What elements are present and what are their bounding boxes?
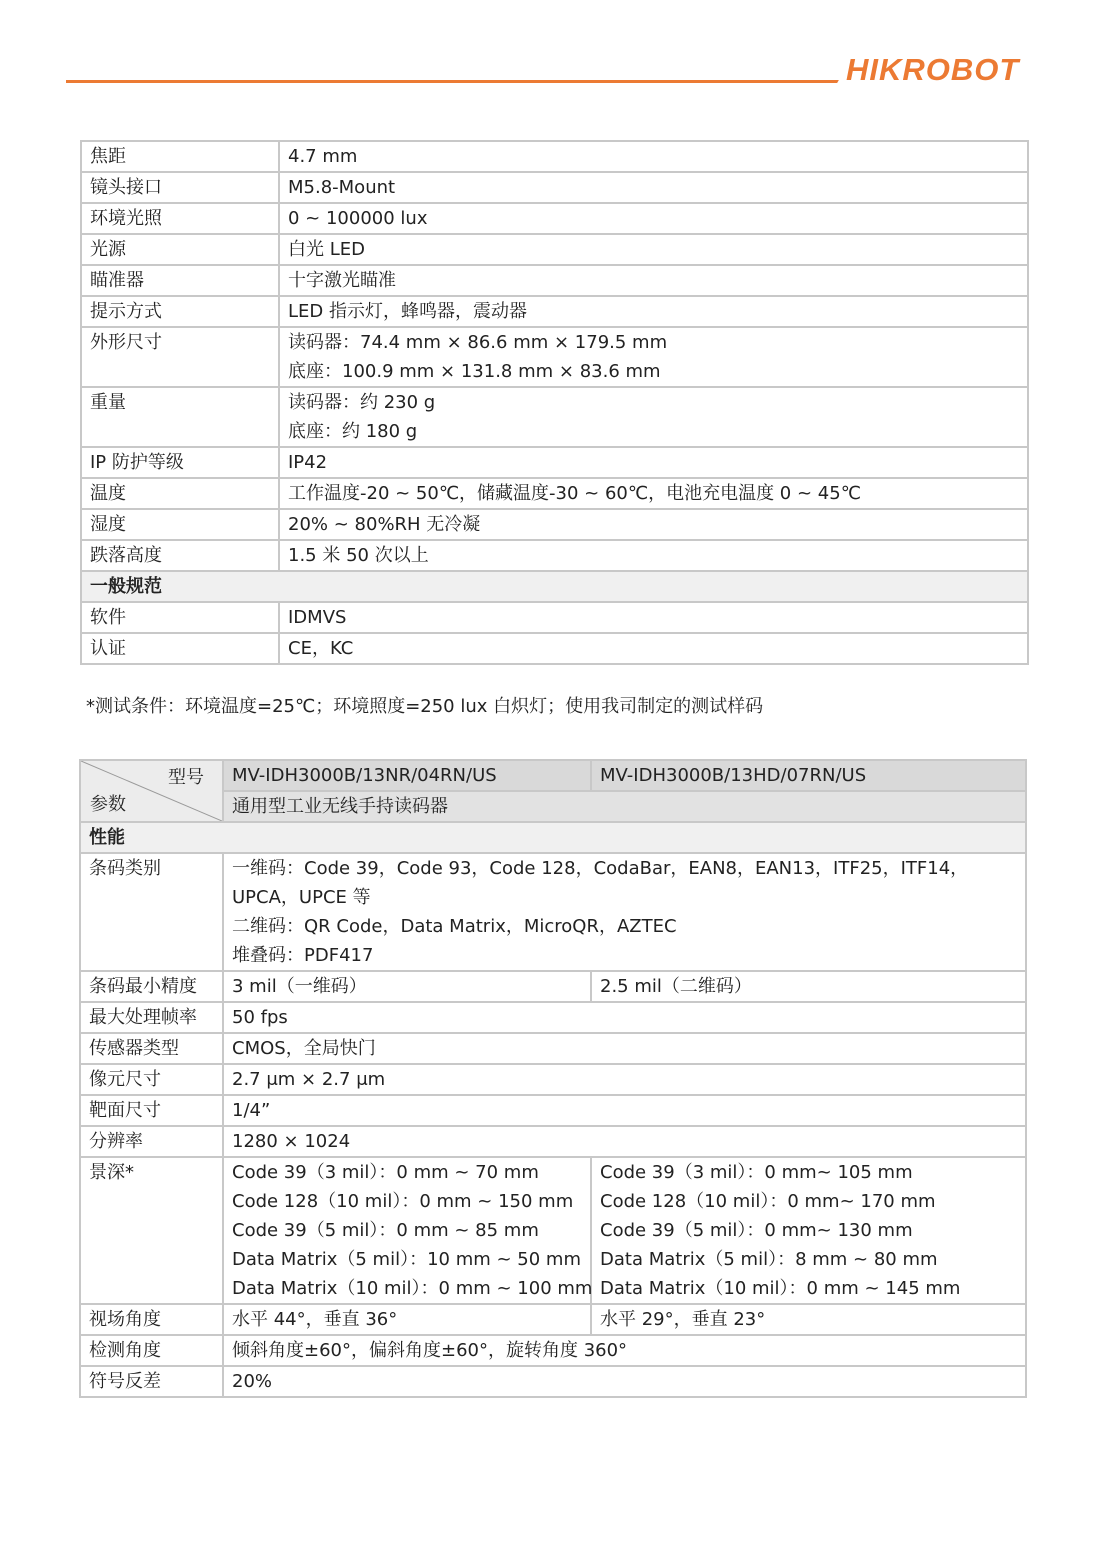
table-row (80, 1033, 1026, 1064)
row-value: 倾斜角度±60°，偏斜角度±60°，旋转角度 360° (223, 1335, 1026, 1366)
header-rule (66, 80, 828, 83)
spec-table-performance (79, 759, 1027, 1398)
row-value: 1.5 米 50 次以上 (279, 540, 1028, 571)
row-value: 20% (223, 1366, 1026, 1397)
section-row (81, 571, 1028, 602)
spec-table-general (80, 140, 1029, 665)
table-row (80, 1095, 1026, 1126)
table-row (81, 141, 1028, 172)
row-value: CE，KC (279, 633, 1028, 664)
row-label: 光源 (81, 234, 279, 265)
table-row (81, 633, 1028, 664)
row-value: M5.8-Mount (279, 172, 1028, 203)
corner-header-cell (80, 760, 223, 822)
table-row (81, 327, 1028, 387)
section-heading: 性能 (80, 822, 1026, 853)
row-value-b: 2.5 mil（二维码） (591, 971, 1026, 1002)
row-value: IP42 (279, 447, 1028, 478)
section-row (80, 822, 1026, 853)
row-label: 条码类别 (80, 853, 223, 971)
row-value: 读码器：约 230 g 底座：约 180 g (279, 387, 1028, 447)
row-label: 镜头接口 (81, 172, 279, 203)
row-label: 湿度 (81, 509, 279, 540)
row-label: 重量 (81, 387, 279, 447)
row-value: 1280 × 1024 (223, 1126, 1026, 1157)
row-label: 外形尺寸 (81, 327, 279, 387)
test-condition-note: *测试条件：环境温度=25℃；环境照度=250 lux 白炽灯；使用我司制定的测试样码 (86, 696, 764, 717)
table-row (81, 172, 1028, 203)
table-row (81, 478, 1028, 509)
row-value: 读码器：74.4 mm × 86.6 mm × 179.5 mm 底座：100.9 mm × 131.8 mm × 83.6 mm (279, 327, 1028, 387)
row-label: IP 防护等级 (81, 447, 279, 478)
row-value: 1/4” (223, 1095, 1026, 1126)
header-rule-slant (825, 80, 839, 83)
row-label: 焦距 (81, 141, 279, 172)
row-label: 环境光照 (81, 203, 279, 234)
table-row (81, 602, 1028, 633)
row-value: 0 ~ 100000 lux (279, 203, 1028, 234)
model-header-row (80, 760, 1026, 791)
row-label: 跌落高度 (81, 540, 279, 571)
table-row (80, 1304, 1026, 1335)
product-description: 通用型工业无线手持读码器 (223, 791, 1026, 822)
row-label: 软件 (81, 602, 279, 633)
row-label: 像元尺寸 (80, 1064, 223, 1095)
row-label: 温度 (81, 478, 279, 509)
row-value: 20% ~ 80%RH 无冷凝 (279, 509, 1028, 540)
row-value: 一维码：Code 39，Code 93，Code 128，CodaBar，EAN8，EAN13，ITF25，ITF14，UPCA，UPCE 等 二维码：QR Code，Data Matrix，MicroQR，AZTEC 堆叠码：PDF417 (223, 853, 1026, 971)
row-label: 条码最小精度 (80, 971, 223, 1002)
row-value: 工作温度-20 ~ 50℃，储藏温度-30 ~ 60℃，电池充电温度 0 ~ 45℃ (279, 478, 1028, 509)
table-row (80, 1335, 1026, 1366)
row-value: 十字激光瞄准 (279, 265, 1028, 296)
row-value-a: 3 mil（一维码） (223, 971, 591, 1002)
table-row (81, 509, 1028, 540)
row-label: 景深* (80, 1157, 223, 1304)
row-label: 传感器类型 (80, 1033, 223, 1064)
row-label: 检测角度 (80, 1335, 223, 1366)
table-row (81, 387, 1028, 447)
row-value: 4.7 mm (279, 141, 1028, 172)
row-label: 分辨率 (80, 1126, 223, 1157)
model-name-a: MV-IDH3000B/13NR/04RN/US (223, 760, 591, 791)
row-value-b: 水平 29°，垂直 23° (591, 1304, 1026, 1335)
row-label: 最大处理帧率 (80, 1002, 223, 1033)
row-label: 提示方式 (81, 296, 279, 327)
table-row (81, 203, 1028, 234)
table-row (80, 1002, 1026, 1033)
row-value: LED 指示灯，蜂鸣器，震动器 (279, 296, 1028, 327)
table-row (80, 1126, 1026, 1157)
row-value: IDMVS (279, 602, 1028, 633)
table-row (81, 265, 1028, 296)
row-value: 2.7 μm × 2.7 μm (223, 1064, 1026, 1095)
table-row (80, 971, 1026, 1002)
model-name-b: MV-IDH3000B/13HD/07RN/US (591, 760, 1026, 791)
row-label: 符号反差 (80, 1366, 223, 1397)
row-value: 50 fps (223, 1002, 1026, 1033)
row-value: CMOS，全局快门 (223, 1033, 1026, 1064)
row-value: 白光 LED (279, 234, 1028, 265)
section-heading: 一般规范 (81, 571, 1028, 602)
corner-label-model: 型号 (168, 767, 204, 788)
table-row (80, 1064, 1026, 1095)
row-label: 瞄准器 (81, 265, 279, 296)
row-label: 靶面尺寸 (80, 1095, 223, 1126)
row-value-a: 水平 44°，垂直 36° (223, 1304, 591, 1335)
table-row (80, 1366, 1026, 1397)
table-row (80, 1157, 1026, 1304)
brand-logo: HIKROBOT (846, 52, 1020, 87)
row-label: 认证 (81, 633, 279, 664)
table-row (81, 296, 1028, 327)
table-row (81, 447, 1028, 478)
corner-label-param: 参数 (90, 794, 126, 815)
table-row (81, 540, 1028, 571)
row-value-b: Code 39（3 mil）：0 mm~ 105 mm Code 128（10 mil）：0 mm~ 170 mm Code 39（5 mil）：0 mm~ 130 mm Data Matrix（5 mil）：8 mm ~ 80 mm Data Matrix（10 mil）：0 mm ~ 145 mm (591, 1157, 1026, 1304)
table-row (80, 853, 1026, 971)
row-label: 视场角度 (80, 1304, 223, 1335)
table-row (81, 234, 1028, 265)
row-value-a: Code 39（3 mil）：0 mm ~ 70 mm Code 128（10 mil）：0 mm ~ 150 mm Code 39（5 mil）：0 mm ~ 85 mm Data Matrix（5 mil）：10 mm ~ 50 mm Data Matrix（10 mil）：0 mm ~ 100 mm (223, 1157, 591, 1304)
